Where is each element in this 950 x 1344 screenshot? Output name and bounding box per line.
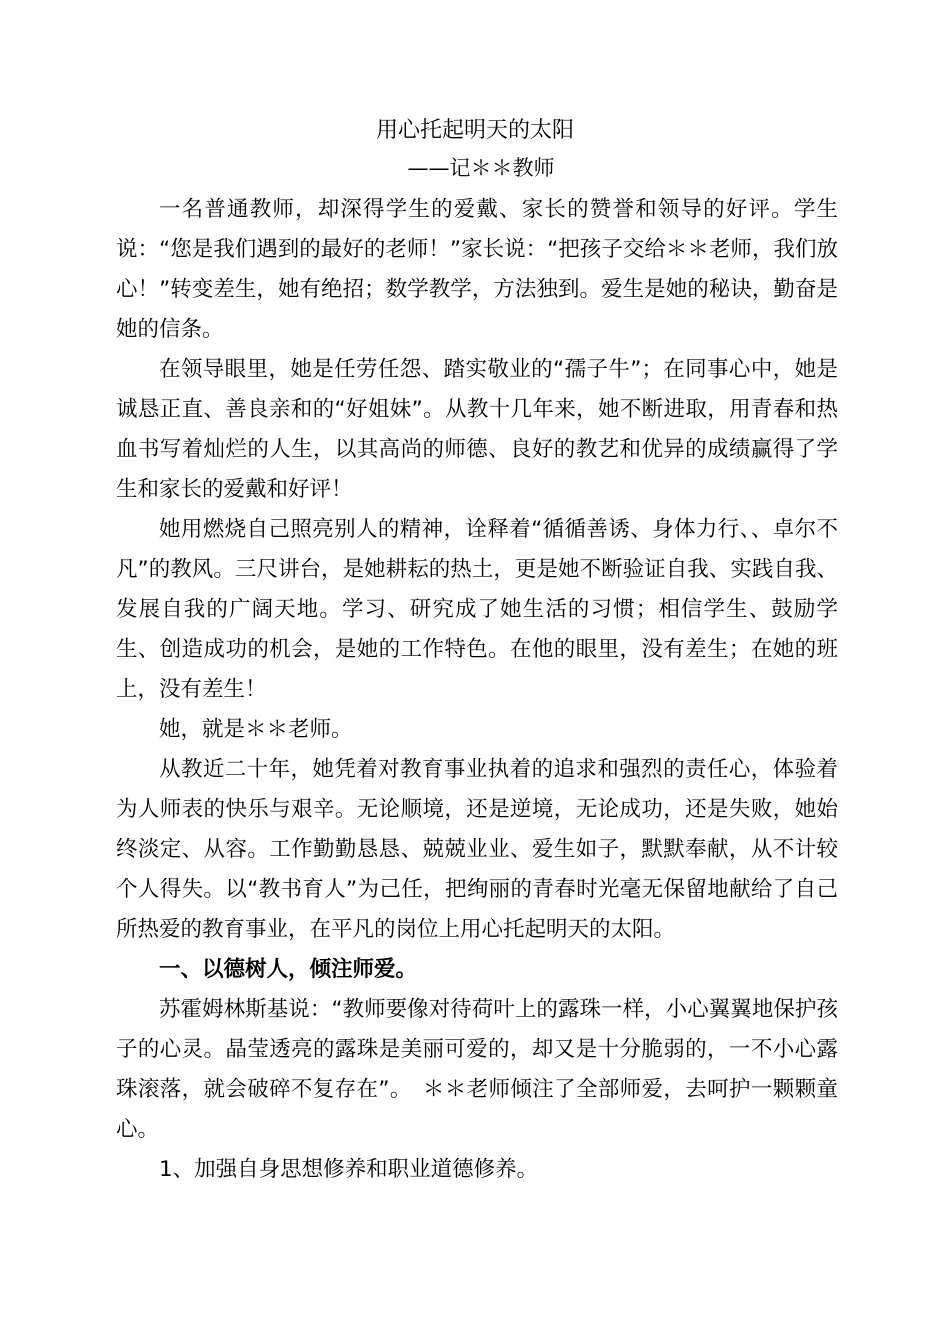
- paragraph: 从教近二十年，她凭着对教育事业执着的追求和强烈的责任心，体验着为人师表的快乐与艰辛。无论顺境，还是逆境，无论成功，还是失败，她始终淡定、从容。工作勤勤恳恳、兢兢业业、爱生如子，默默奉献，从不计较个人得失。以“教书育人”为己任，把绚丽的青春时光毫无保留地献给了自己所热爱的教育事业，在平凡的岗位上用心托起明天的太阳。: [116, 757, 838, 942]
- document-title: 用心托起明天的太阳: [375, 118, 574, 143]
- paragraph: 一名普通教师，却深得学生的爱戴、家长的赞誉和领导的好评。学生说：“您是我们遇到的最好的老师！”家长说：“把孩子交给＊＊老师，我们放心！”转变差生，她有绝招；数学教学，方法独到。爱生是她的秘诀，勤奋是她的信条。: [116, 197, 838, 342]
- subsection-item: 1、加强自身思想修养和职业道德修养。: [159, 1157, 539, 1182]
- paragraph: 她，就是＊＊老师。: [159, 717, 353, 742]
- section-heading: 一、以德树人，倾注师爱。: [159, 957, 418, 982]
- paragraph: 在领导眼里，她是任劳任怨、踏实敬业的“孺子牛”；在同事心中，她是诚恳正直、善良亲和的“好姐妹”。从教十几年来，她不断进取，用青春和热血书写着灿烂的人生，以其高尚的师德、良好的教艺和优异的成绩赢得了学生和家长的爱戴和好评！: [116, 357, 838, 502]
- paragraph: 她用燃烧自己照亮别人的精神，诠释着“循循善诱、身体力行、、卓尔不凡”的教风。三尺讲台，是她耕耘的热土，更是她不断验证自我、实践自我、发展自我的广阔天地。学习、研究成了她生活的习惯；相信学生、鼓励学生、创造成功的机会，是她的工作特色。在他的眼里，没有差生；在她的班上，没有差生！: [116, 517, 838, 702]
- section-paragraph: 苏霍姆林斯基说：“教师要像对待荷叶上的露珠一样，小心翼翼地保护孩子的心灵。晶莹透亮的露珠是美丽可爱的，却又是十分脆弱的，一不小心露珠滚落，就会破碎不复存在”。 ＊＊老师倾注了全部师爱，去呵护一颗颗童心。: [116, 997, 838, 1142]
- document-body: [116, 112, 838, 1190]
- document-subtitle: ——记＊＊教师: [407, 156, 555, 180]
